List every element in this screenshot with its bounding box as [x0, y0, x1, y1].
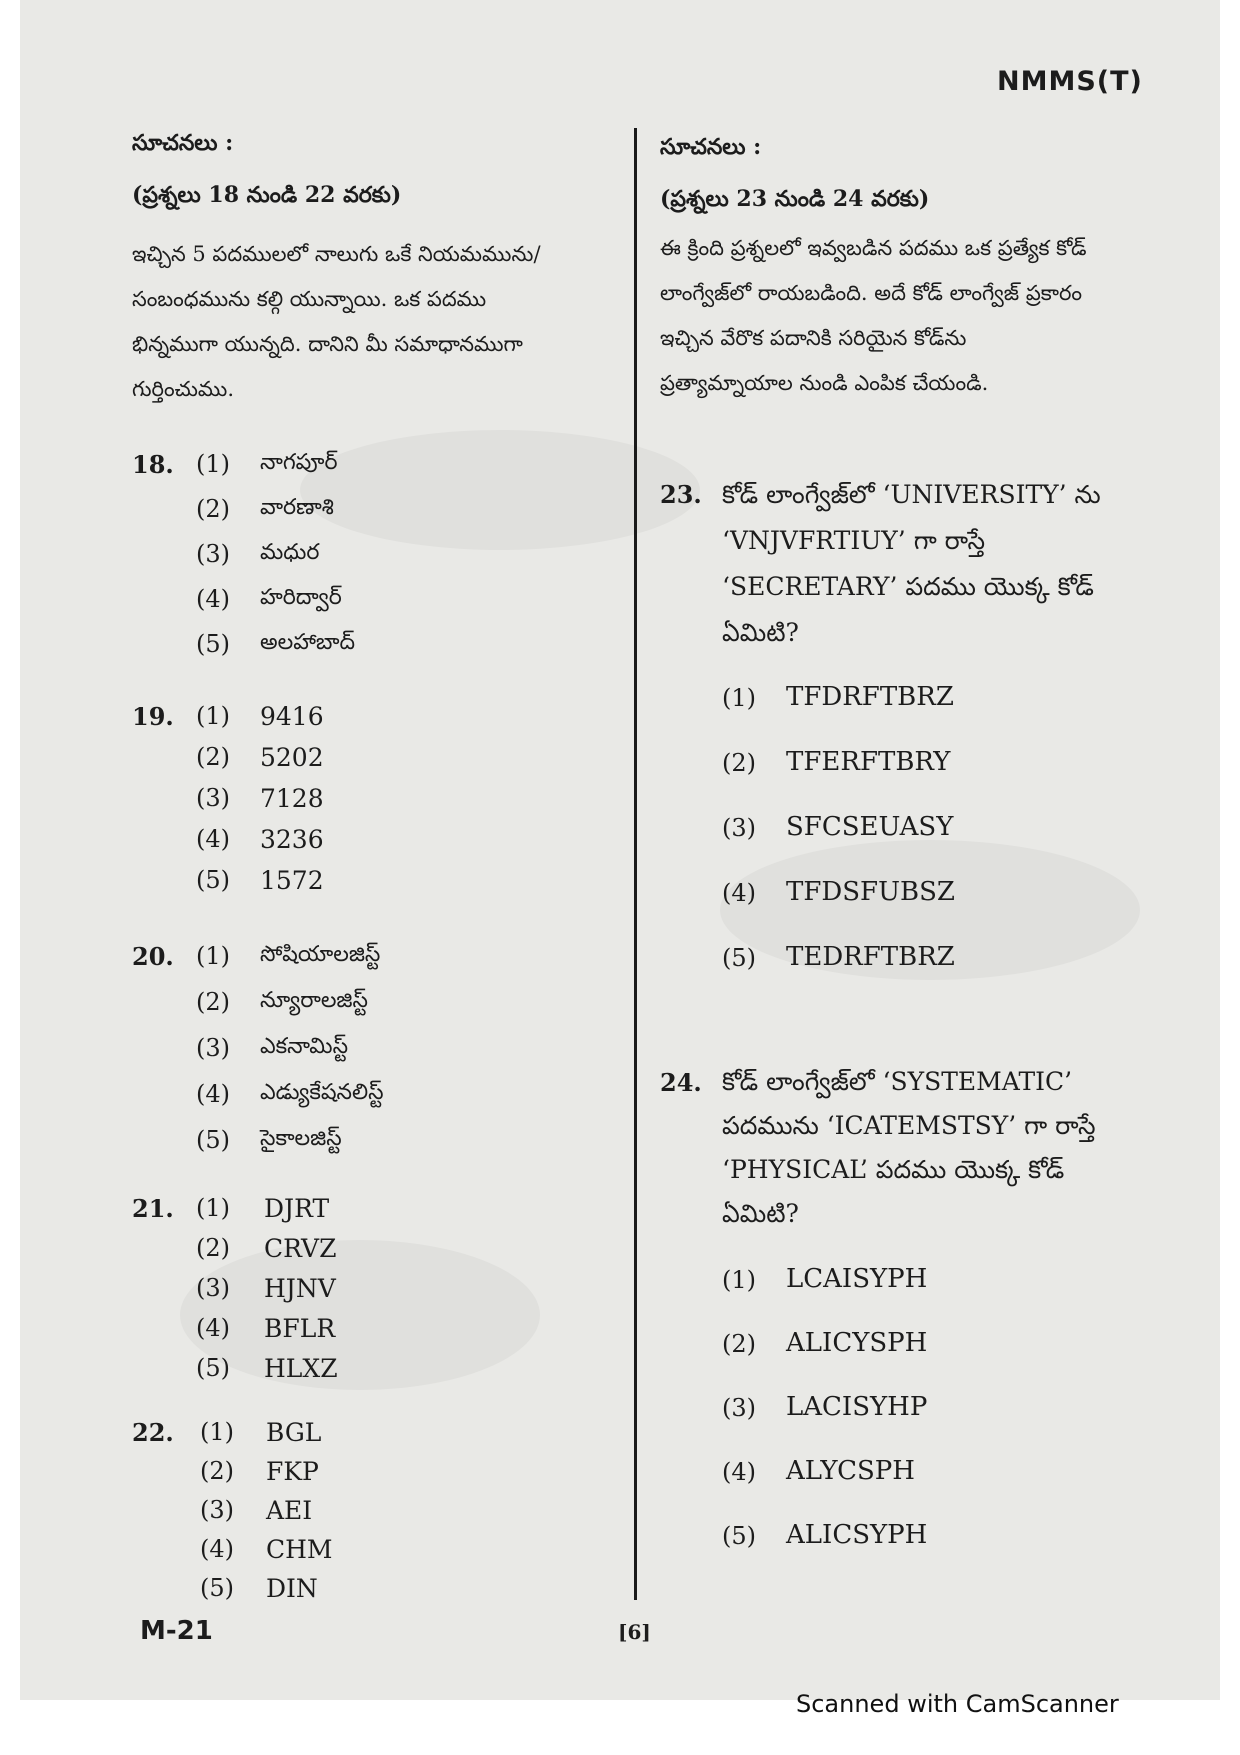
instruction-line: భిన్నముగా యున్నది. దానిని మీ సమాధానముగా: [132, 332, 523, 356]
left-instructions-label: సూచనలు :: [132, 130, 234, 156]
option-value: BFLR: [264, 1314, 336, 1343]
option-number: (2): [196, 743, 230, 771]
option-value: మధుర: [260, 540, 320, 565]
option-number: (1): [196, 702, 230, 730]
option-number: (2): [722, 1330, 756, 1358]
option-value: TFDRFTBRZ: [786, 682, 954, 712]
option-number: (5): [196, 866, 230, 894]
option-value: అలహాబాద్: [260, 630, 356, 655]
instruction-line: సంబంధమును కల్గి యున్నాయి. ఒక పదము: [132, 287, 487, 311]
option-value: DIN: [266, 1574, 318, 1603]
right-instructions-label: సూచనలు :: [660, 134, 762, 160]
option-value: HJNV: [264, 1274, 336, 1303]
option-value: ఎడ్యుకేషనలిస్ట్: [260, 1080, 384, 1105]
option-value: TFERFTBRY: [786, 747, 951, 777]
option-value: TEDRFTBRZ: [786, 942, 955, 972]
question-line: ‘SECRETARY’ పదము యొక్క కోడ్: [722, 572, 1094, 601]
option-number: (4): [196, 1314, 230, 1342]
option-number: (5): [722, 1522, 756, 1550]
option-number: (3): [722, 1394, 756, 1422]
option-value: TFDSFUBSZ: [786, 877, 955, 907]
question-line: కోడ్ లాంగ్వేజ్‌లో ‘UNIVERSITY’ ను: [722, 480, 1101, 509]
option-number: (1): [722, 684, 756, 712]
option-value: CHM: [266, 1535, 333, 1564]
question-number: 19.: [132, 702, 174, 731]
option-number: (2): [722, 749, 756, 777]
instruction-line: గుర్తించుము.: [132, 377, 234, 401]
option-number: (2): [196, 988, 230, 1016]
option-value: HLXZ: [264, 1354, 338, 1383]
option-value: ALYCSPH: [786, 1456, 915, 1486]
option-number: (4): [196, 825, 230, 853]
option-number: (1): [200, 1418, 234, 1446]
question-line: ఏమిటి?: [722, 618, 799, 647]
instruction-line: ఇచ్చిన వేరొక పదానికి సరియైన కోడ్‌ను: [660, 326, 967, 350]
option-number: (5): [200, 1574, 234, 1602]
instruction-line: లాంగ్వేజ్‌లో రాయబడింది. అదే కోడ్ లాంగ్వేజ్ ప్రకారం: [660, 281, 1083, 305]
option-value: ఎకనామిస్ట్: [260, 1034, 349, 1059]
show-through-blot: [300, 430, 700, 550]
option-number: (3): [196, 1274, 230, 1302]
option-value: నాగపూర్: [260, 450, 338, 475]
left-instructions: [132, 232, 616, 412]
option-value: SFCSEUASY: [786, 812, 954, 842]
option-number: (2): [196, 495, 230, 523]
option-value: DJRT: [264, 1194, 330, 1223]
option-number: (3): [722, 814, 756, 842]
option-value: 7128: [260, 784, 324, 813]
option-value: LACISYHP: [786, 1392, 928, 1422]
option-number: (3): [200, 1496, 234, 1524]
question-number: 22.: [132, 1418, 174, 1447]
option-number: (1): [196, 1194, 230, 1222]
option-value: ALICYSPH: [786, 1328, 928, 1358]
option-value: 3236: [260, 825, 324, 854]
option-number: (3): [196, 540, 230, 568]
option-number: (4): [196, 585, 230, 613]
question-line: ఏమిటి?: [722, 1199, 799, 1228]
page-number: [6]: [618, 1620, 651, 1644]
page-code: M-21: [140, 1616, 213, 1646]
option-value: CRVZ: [264, 1234, 337, 1263]
option-value: సోషియాలజిస్ట్: [260, 942, 381, 967]
option-value: సైకాలజిస్ట్: [260, 1126, 342, 1151]
instruction-line: ఇచ్చిన 5 పదములలో నాలుగు ఒకే నియమమును/: [132, 242, 541, 266]
option-value: వారణాశి: [260, 495, 334, 520]
show-through-blot: [180, 1240, 540, 1390]
question-number: 24.: [660, 1068, 702, 1097]
option-value: 1572: [260, 866, 324, 895]
left-range: (ప్రశ్నలు 18 నుండి 22 వరకు): [132, 182, 402, 208]
option-number: (5): [722, 944, 756, 972]
option-number: (1): [722, 1266, 756, 1294]
right-range: (ప్రశ్నలు 23 నుండి 24 వరకు): [660, 186, 930, 212]
option-number: (4): [196, 1080, 230, 1108]
question-number: 21.: [132, 1194, 174, 1223]
question-number: 18.: [132, 450, 174, 479]
scanner-watermark: Scanned with CamScanner: [796, 1690, 1119, 1718]
option-number: (4): [722, 879, 756, 907]
option-number: (2): [196, 1234, 230, 1262]
question-24-text: [722, 1060, 1152, 1236]
option-value: LCAISYPH: [786, 1264, 928, 1294]
option-value: FKP: [266, 1457, 319, 1486]
option-value: 9416: [260, 702, 324, 731]
right-instructions: [660, 226, 1152, 406]
column-divider: [634, 128, 637, 1600]
question-number: 20.: [132, 942, 174, 971]
option-number: (1): [196, 942, 230, 970]
option-number: (3): [196, 1034, 230, 1062]
option-value: న్యూరాలజిస్ట్: [260, 988, 368, 1013]
question-line: కోడ్ లాంగ్వేజ్‌లో ‘SYSTEMATIC’: [722, 1067, 1073, 1096]
option-value: BGL: [266, 1418, 322, 1447]
option-number: (2): [200, 1457, 234, 1485]
option-number: (4): [200, 1535, 234, 1563]
option-number: (5): [196, 630, 230, 658]
question-23-text: [722, 472, 1152, 656]
paper-code: NMMS(T): [997, 66, 1143, 97]
instruction-line: ఈ క్రింది ప్రశ్నలలో ఇవ్వబడిన పదము ఒక ప్రత్యేక కోడ్: [660, 236, 1087, 260]
option-value: AEI: [266, 1496, 313, 1525]
option-value: హరిద్వార్: [260, 585, 342, 610]
option-value: ALICSYPH: [786, 1520, 928, 1550]
option-number: (1): [196, 450, 230, 478]
option-number: (4): [722, 1458, 756, 1486]
option-value: 5202: [260, 743, 324, 772]
option-number: (5): [196, 1354, 230, 1382]
instruction-line: ప్రత్యామ్నాయాల నుండి ఎంపిక చేయండి.: [660, 371, 989, 395]
question-line: ‘VNJVFRTIUY’ గా రాస్తే: [722, 526, 986, 555]
option-number: (3): [196, 784, 230, 812]
question-line: ‘PHYSICAL’ పదము యొక్క కోడ్: [722, 1155, 1065, 1184]
question-line: పదమును ‘ICATEMSTSY’ గా రాస్తే: [722, 1111, 1096, 1140]
question-number: 23.: [660, 480, 702, 509]
option-number: (5): [196, 1126, 230, 1154]
